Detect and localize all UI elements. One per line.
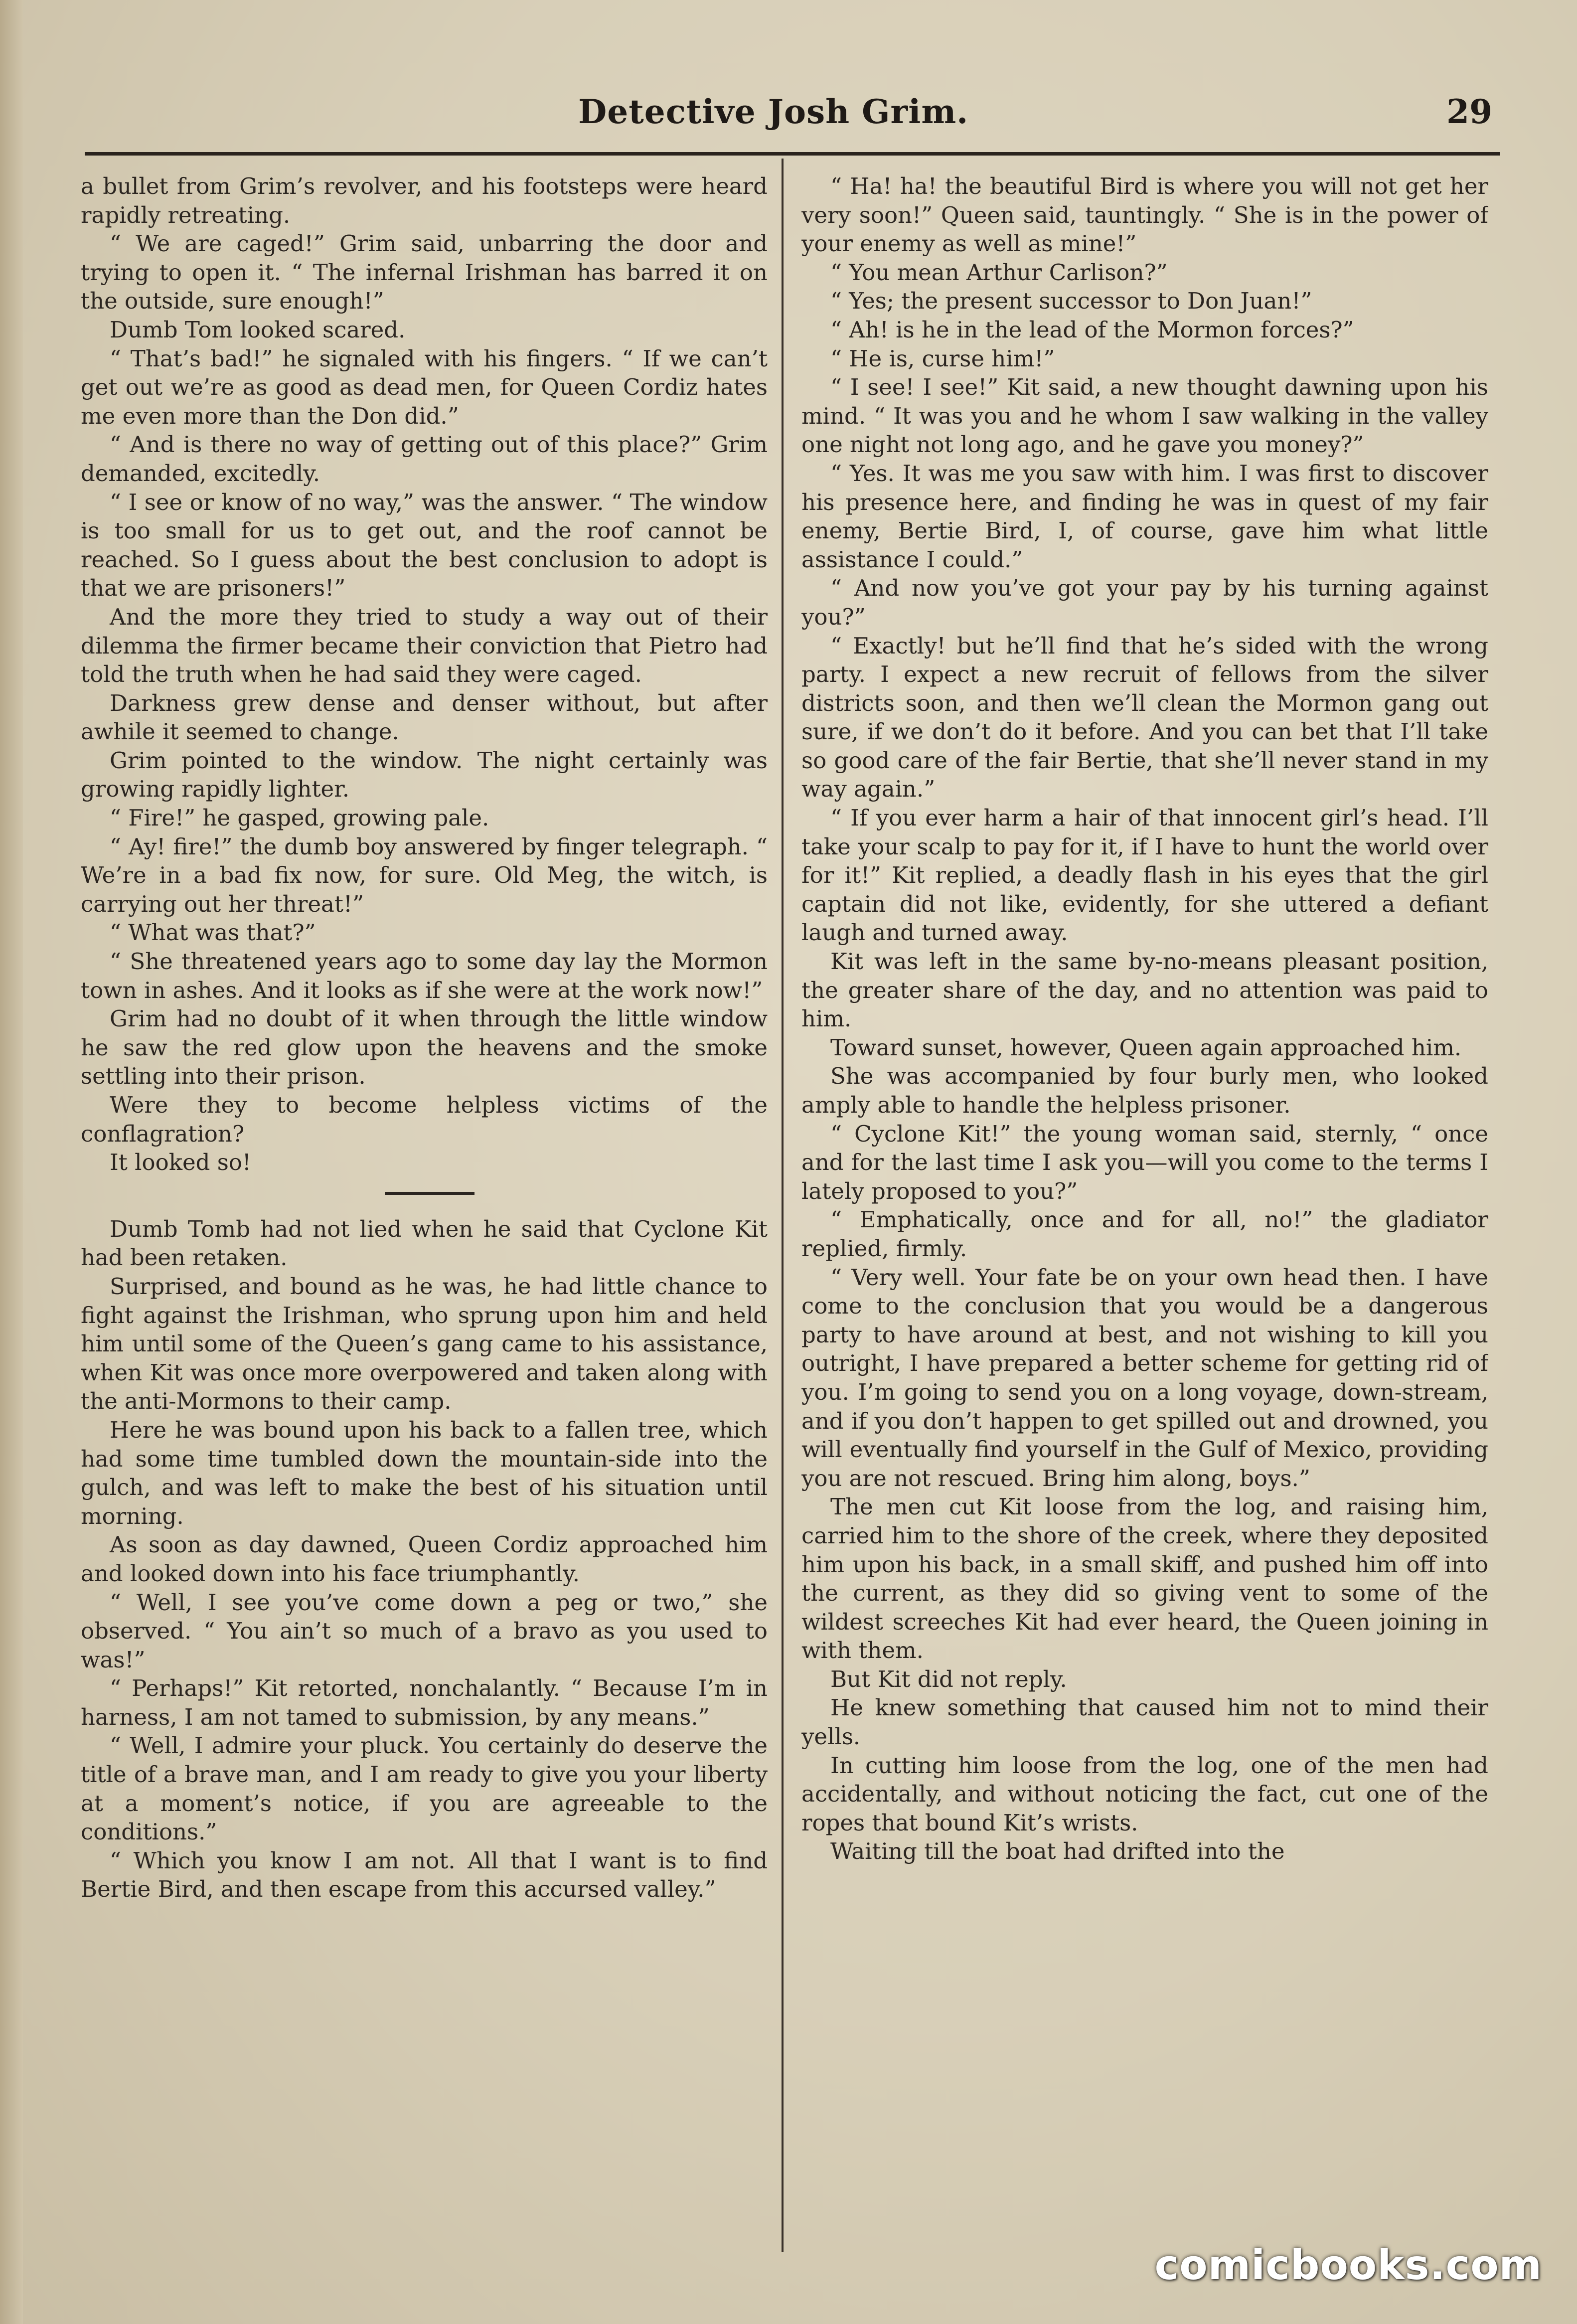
section-rule: [385, 1192, 474, 1195]
paragraph: Grim had no doubt of it when through the little window he saw the red glow upon the heavens and the smoke settling into their prison.: [81, 1005, 768, 1090]
running-head: [0, 92, 1577, 132]
paragraph: “ That’s bad!” he signaled with his fingers. “ If we can’t get out we’re as good as dead men, for Queen Cordiz hates me even more than the Don did.”: [81, 345, 768, 429]
paragraph: “ Ha! ha! the beautiful Bird is where you will not get her very soon!” Queen said, tauntingly. “ She is in the power of your enemy as well as mine!”: [801, 173, 1488, 257]
paragraph: Dumb Tom looked scared.: [110, 316, 406, 343]
paragraph: “ Which you know I am not. All that I want is to find Bertie Bird, and then escape from this accursed valley.”: [81, 1847, 768, 1903]
paragraph: “ I see! I see!” Kit said, a new thought dawning upon his mind. “ It was you and he whom I saw walking in the valley one night not long ago, and he gave you money?”: [801, 374, 1488, 458]
watermark: comicbooks.com: [1154, 2242, 1542, 2289]
paragraph: “ And now you’ve got your pay by his turning against you?”: [801, 575, 1488, 630]
right-column: [801, 172, 1488, 2236]
paragraph: “ You mean Arthur Carlison?”: [830, 259, 1168, 286]
paragraph: Toward sunset, however, Queen again approached him.: [830, 1034, 1462, 1061]
paragraph: Dumb Tomb had not lied when he said that Cyclone Kit had been retaken.: [81, 1215, 768, 1271]
paragraph: “ What was that?”: [110, 919, 316, 946]
section-break: [81, 1177, 768, 1215]
paragraph: “ She threatened years ago to some day lay the Mormon town in ashes. And it looks as if she were at the work now!”: [81, 948, 768, 1003]
paragraph: It looked so!: [110, 1149, 252, 1176]
paragraph: Here he was bound upon his back to a fallen tree, which had some time tumbled down the mountain-side into the gulch, and was left to make the best of his situation until morning.: [81, 1416, 768, 1529]
paragraph: “ Fire!” he gasped, growing pale.: [110, 805, 489, 831]
paragraph: And the more they tried to study a way out of their dilemma the firmer became their conviction that Pietro had told the truth when he had said they were caged.: [81, 603, 768, 688]
paragraph: “ Perhaps!” Kit retorted, nonchalantly. “ Because I’m in harness, I am not tamed to submission, by any means.”: [81, 1675, 768, 1730]
paragraph: “ Well, I admire your pluck. You certainly do deserve the title of a brave man, and I am ready to give you your liberty at a moment’s notice, if you are agreeable to the conditions.”: [81, 1732, 768, 1845]
paragraph: Were they to become helpless victims of the conflagration?: [81, 1092, 768, 1147]
paragraph: In cutting him loose from the log, one of the men had accidentally, and without noticing the fact, cut one of the ropes that bound Kit’s wrists.: [801, 1752, 1488, 1836]
left-column: [81, 172, 768, 2236]
paragraph: a bullet from Grim’s revolver, and his footsteps were heard rapidly retreating.: [81, 173, 768, 228]
paragraph: “ Yes; the present successor to Don Juan!”: [830, 288, 1312, 315]
paragraph: But Kit did not reply.: [830, 1665, 1067, 1692]
paragraph: “ I see or know of no way,” was the answer. “ The window is too small for us to get out, and the roof cannot be reached. So I guess about the best conclusion to adopt is that we are prisoners!”: [81, 489, 768, 602]
paragraph: “ Emphatically, once and for all, no!” the gladiator replied, firmly.: [801, 1206, 1488, 1262]
paragraph: “ We are caged!” Grim said, unbarring the door and trying to open it. “ The infernal Irishman has barred it on the outside, sure enough!”: [81, 230, 768, 315]
column-divider: [782, 159, 784, 2252]
paragraph: Kit was left in the same by-no-means pleasant position, the greater share of the day, and no attention was paid to him.: [801, 948, 1488, 1032]
paragraph: “ Ay! fire!” the dumb boy answered by finger telegraph. “ We’re in a bad fix now, for sure. Old Meg, the witch, is carrying out her threat!”: [81, 833, 768, 917]
paragraph: “ Well, I see you’ve come down a peg or two,” she observed. “ You ain’t so much of a bravo as you used to was!”: [81, 1589, 768, 1673]
paragraph: “ Ah! is he in the lead of the Mormon forces?”: [830, 316, 1354, 343]
header-rule: [85, 152, 1500, 156]
paragraph: The men cut Kit loose from the log, and raising him, carried him to the shore of the creek, where they deposited him upon his back, in a small skiff, and pushed him off into the current, as they did so giving vent to some of the wildest screeches Kit had ever heard, the Queen joining in with them.: [801, 1494, 1488, 1664]
paragraph: “ And is there no way of getting out of this place?” Grim demanded, excitedly.: [81, 431, 768, 487]
paragraph: As soon as day dawned, Queen Cordiz approached him and looked down into his face triumphantly.: [81, 1531, 768, 1587]
paragraph: Darkness grew dense and denser without, but after awhile it seemed to change.: [81, 689, 768, 745]
paragraph: Waiting till the boat had drifted into the: [830, 1838, 1285, 1865]
paragraph: “ If you ever harm a hair of that innocent girl’s head. I’ll take your scalp to pay for it, if I have to hunt the world over for it!” Kit replied, a deadly flash in his eyes that the girl captain did not like, evidently, for she uttered a defiant laugh and turned away.: [801, 805, 1488, 946]
running-title: Detective Josh Grim.: [578, 92, 969, 131]
paragraph: She was accompanied by four burly men, who looked amply able to handle the helpless prisoner.: [801, 1063, 1488, 1118]
paragraph: “ Exactly! but he’ll find that he’s sided with the wrong party. I expect a new recruit of fellows from the silver districts soon, and then we’ll clean the Mormon gang out sure, if we don’t do it before. And you can bet that I’ll take so good care of the fair Bertie, that she’ll never stand in my way again.”: [801, 632, 1488, 803]
page-number: 29: [1446, 92, 1492, 131]
paragraph: “ Very well. Your fate be on your own head then. I have come to the conclusion that you would be a dangerous party to have around at best, and not wishing to kill you outright, I have prepared a better scheme for getting rid of you. I’m going to send you on a long voyage, down-stream, and if you don’t happen to get spilled out and drowned, you will eventually find yourself in the Gulf of Mexico, providing you are not rescued. Bring him along, boys.”: [801, 1264, 1488, 1492]
paragraph: Grim pointed to the window. The night certainly was growing rapidly lighter.: [81, 747, 768, 803]
paragraph: “ Yes. It was me you saw with him. I was first to discover his presence here, and finding he was in quest of my fair enemy, Bertie Bird, I, of course, gave him what little assistance I could.”: [801, 460, 1488, 573]
paragraph: He knew something that caused him not to mind their yells.: [801, 1694, 1488, 1750]
paragraph: “ Cyclone Kit!” the young woman said, sternly, “ once and for the last time I ask you—will you come to the terms I lately proposed to you?”: [801, 1120, 1488, 1204]
page-edge: [0, 0, 23, 2324]
paragraph: “ He is, curse him!”: [830, 345, 1055, 372]
paragraph: Surprised, and bound as he was, he had little chance to fight against the Irishman, who sprung upon him and held him until some of the Queen’s gang came to his assistance, when Kit was once more overpowered and taken along with the anti-Mormons to their camp.: [81, 1273, 768, 1415]
